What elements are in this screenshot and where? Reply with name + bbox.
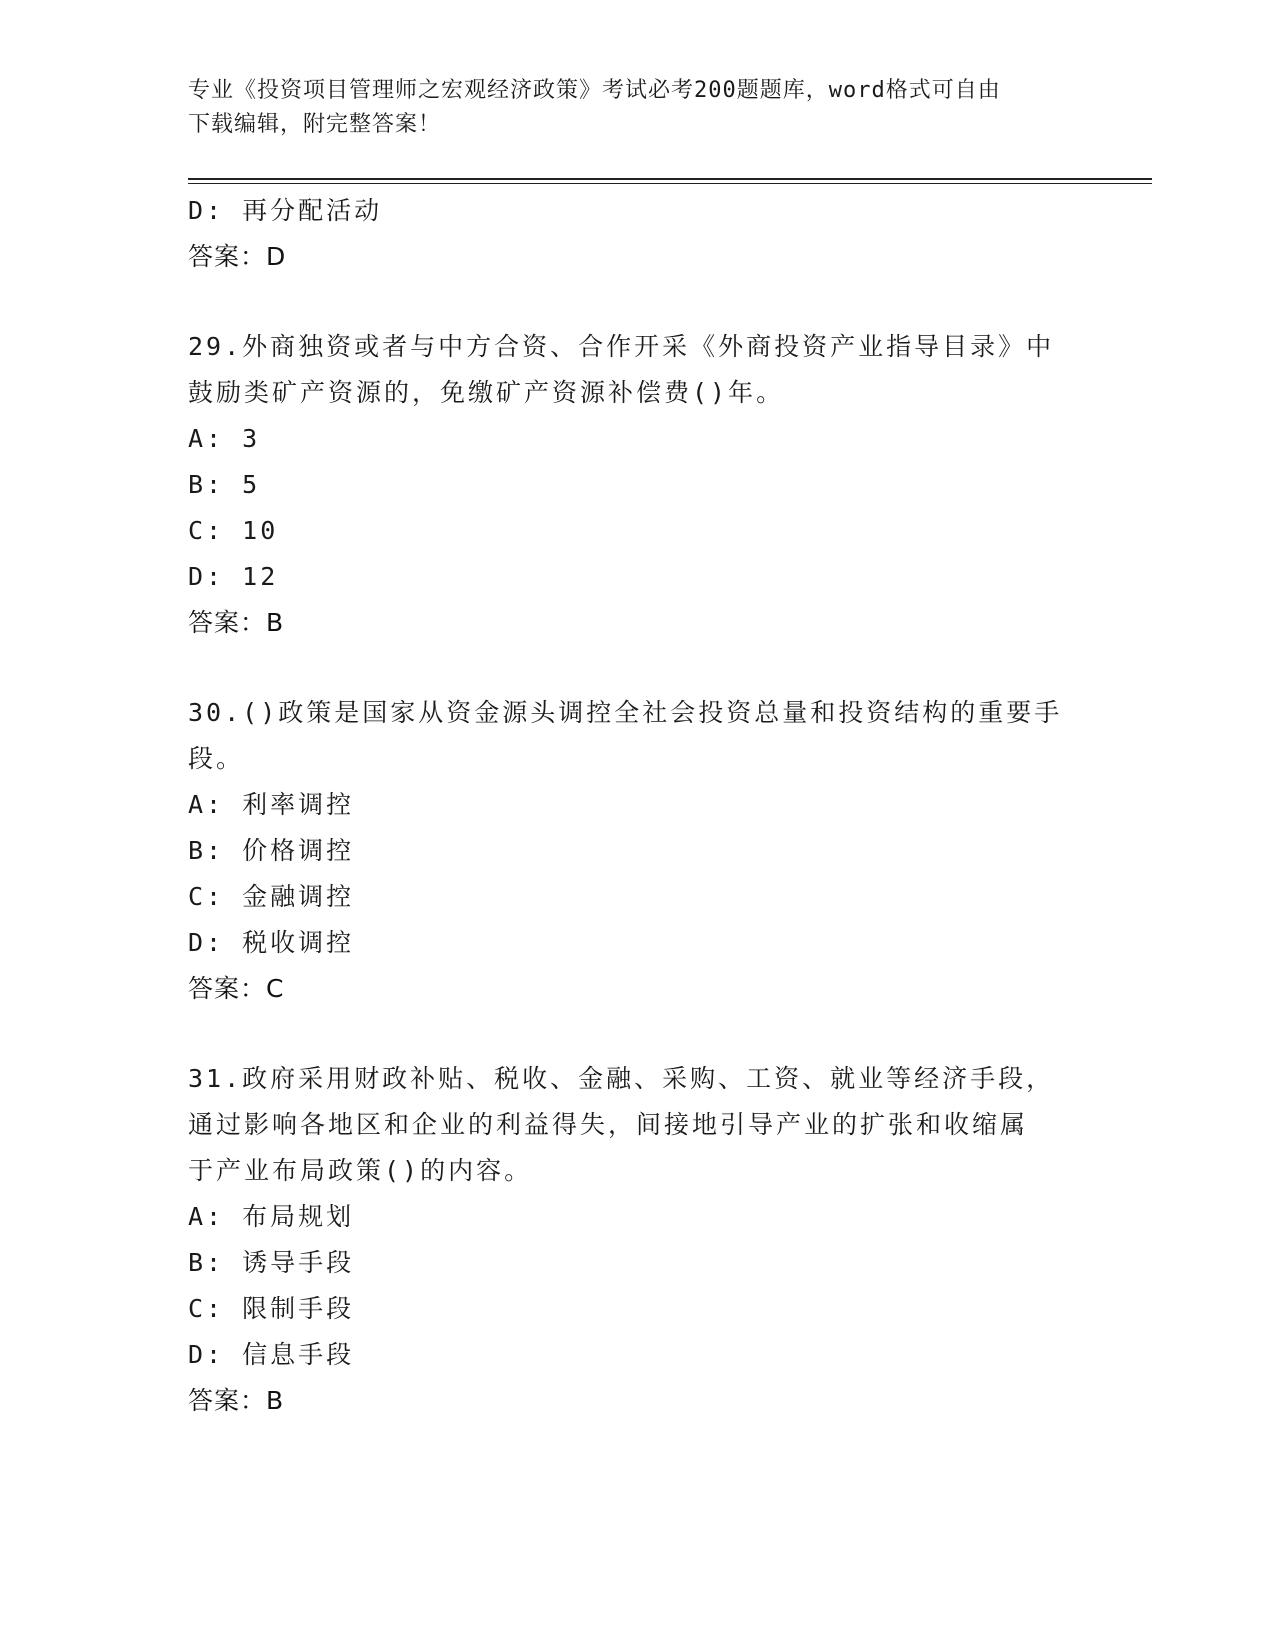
question-content bbox=[188, 188, 1088, 1424]
option-b: B: 价格调控 bbox=[188, 836, 355, 865]
header-line-2: 下载编辑，附完整答案！ bbox=[188, 112, 442, 137]
answer-line: 答案：D bbox=[188, 242, 287, 271]
header-divider-thick bbox=[188, 178, 1152, 180]
option-c: C: 10 bbox=[188, 516, 279, 545]
option-a: A: 布局规划 bbox=[188, 1202, 355, 1231]
option-b: B: 诱导手段 bbox=[188, 1248, 355, 1277]
option-c: C: 金融调控 bbox=[188, 882, 355, 911]
option-d: D: 12 bbox=[188, 562, 279, 591]
question-31 bbox=[188, 1056, 1068, 1424]
document-header bbox=[188, 74, 1088, 142]
answer-line: 答案：B bbox=[188, 608, 285, 637]
option-a: A: 3 bbox=[188, 424, 261, 453]
option-b: B: 5 bbox=[188, 470, 261, 499]
question-text-line: 29.外商独资或者与中方合资、合作开采《外商投资产业指导目录》中 bbox=[188, 332, 1055, 361]
question-text-line: 通过影响各地区和企业的利益得失，间接地引导产业的扩张和收缩属 bbox=[188, 1110, 1029, 1139]
question-text-line: 于产业布局政策()的内容。 bbox=[188, 1156, 533, 1185]
header-divider-thin bbox=[188, 183, 1152, 184]
option-c: C: 限制手段 bbox=[188, 1294, 355, 1323]
option-d: D: 税收调控 bbox=[188, 928, 355, 957]
option-d: D: 信息手段 bbox=[188, 1340, 355, 1369]
previous-question-tail bbox=[188, 188, 1088, 280]
header-line-1: 专业《投资项目管理师之宏观经济政策》考试必考200题题库，word格式可自由 bbox=[188, 78, 1001, 103]
question-text-line: 段。 bbox=[188, 744, 245, 773]
option-a: A: 利率调控 bbox=[188, 790, 355, 819]
option-d: D: 再分配活动 bbox=[188, 196, 383, 225]
question-29 bbox=[188, 324, 1068, 646]
question-text-line: 鼓励类矿产资源的，免缴矿产资源补偿费()年。 bbox=[188, 378, 785, 407]
answer-line: 答案：C bbox=[188, 974, 285, 1003]
answer-line: 答案：B bbox=[188, 1386, 285, 1415]
question-text-line: 30.()政策是国家从资金源头调控全社会投资总量和投资结构的重要手 bbox=[188, 698, 1063, 727]
question-text-line: 31.政府采用财政补贴、税收、金融、采购、工资、就业等经济手段， bbox=[188, 1064, 1055, 1093]
question-30 bbox=[188, 690, 1068, 1012]
